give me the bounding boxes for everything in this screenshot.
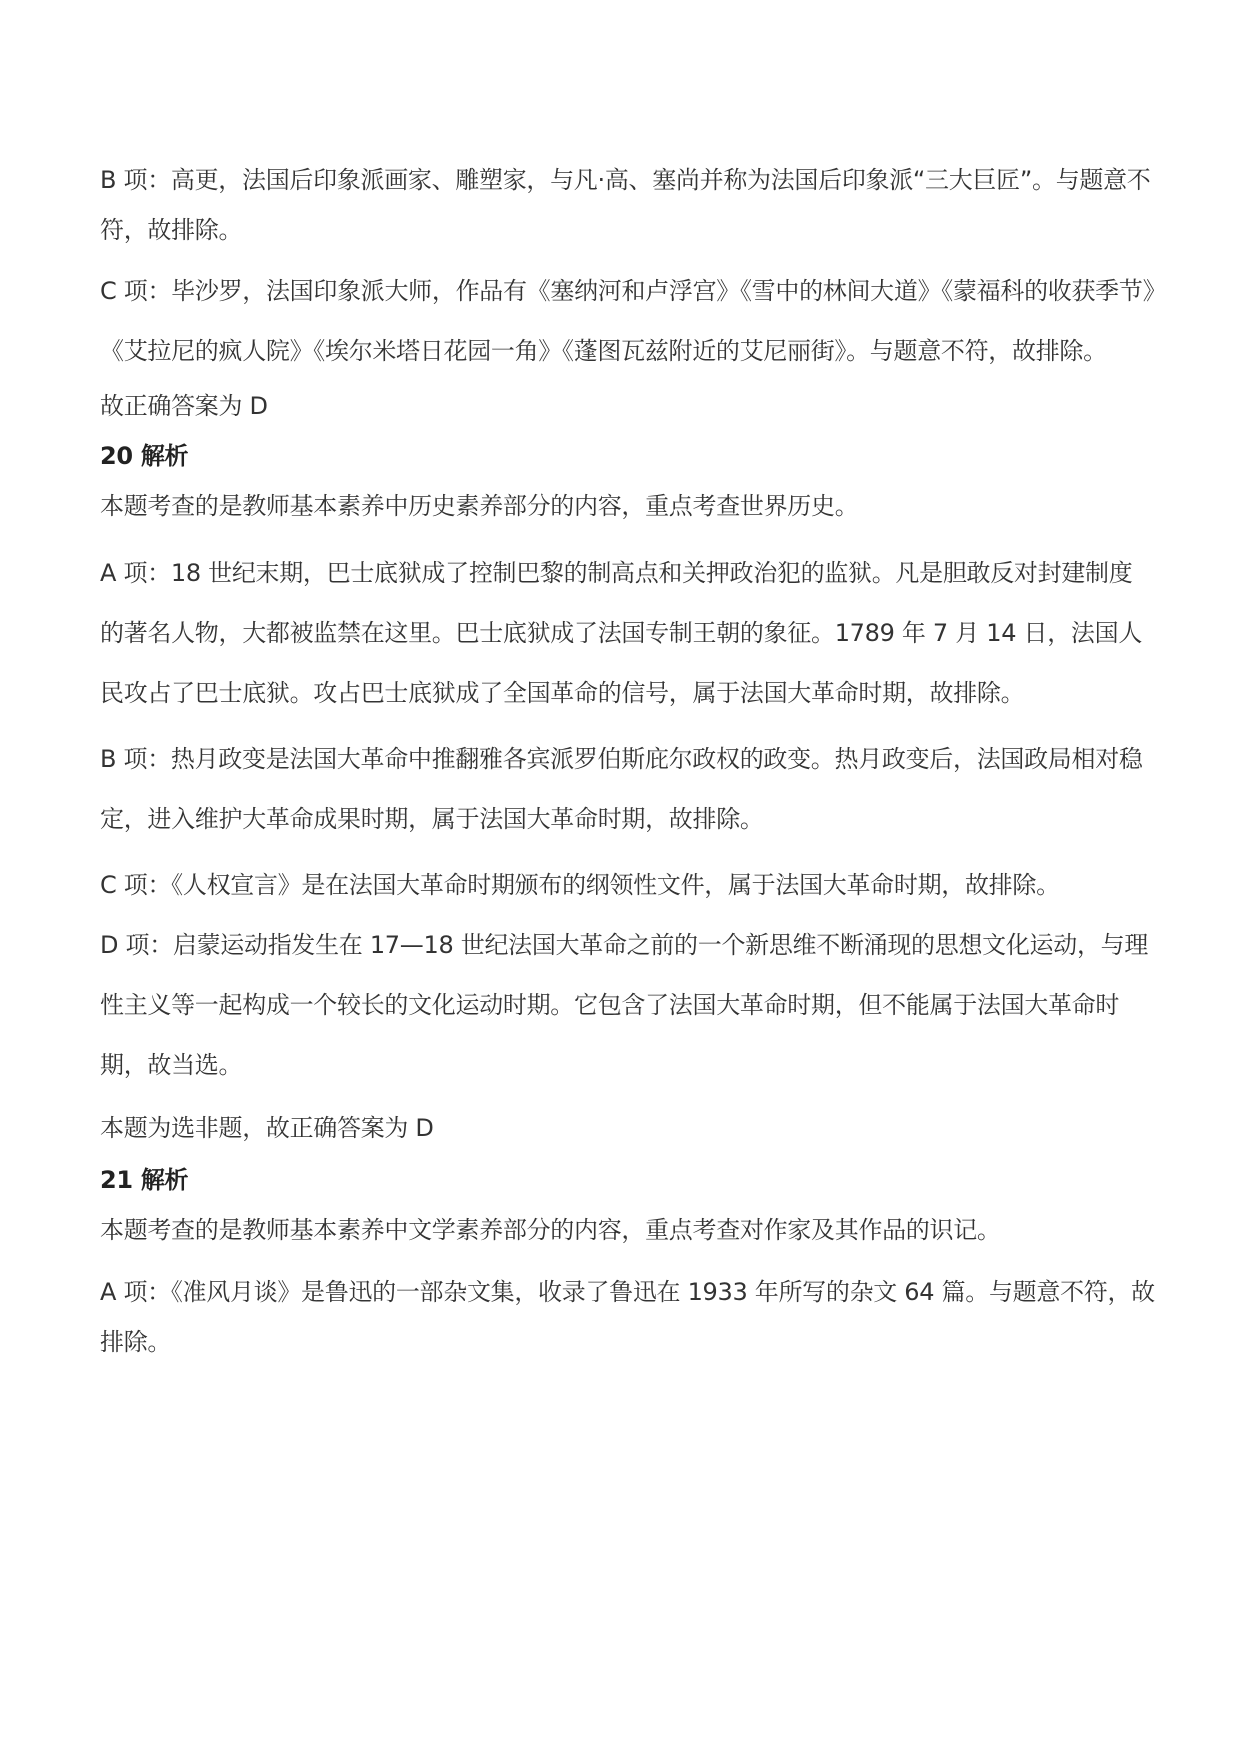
- q20-option-a: A 项：18 世纪末期，巴士底狱成了控制巴黎的制高点和关押政治犯的监狱。凡是胆敢反对封建制度的著名人物，大都被监禁在这里。巴士底狱成了法国专制王朝的象征。1789 年 7 月 14 日，法国人民攻占了巴士底狱。攻占巴士底狱成了全国革命的信号，属于法国大革命时期，故排除。: [100, 559, 1143, 707]
- q19-option-b: B 项：高更，法国后印象派画家、雕塑家，与凡·高、塞尚并称为法国后印象派“三大巨匠”。与题意不符，故排除。: [100, 166, 1151, 244]
- q20-option-b: B 项：热月政变是法国大革命中推翻雅各宾派罗伯斯庇尔政权的政变。热月政变后，法国政局相对稳定，进入维护大革命成果时期，属于法国大革命时期，故排除。: [100, 745, 1143, 833]
- document-page: [100, 155, 1155, 1367]
- q20-option-c: C 项：《人权宣言》是在法国大革命时期颁布的纲领性文件，属于法国大革命时期，故排除。: [100, 871, 1060, 899]
- q21-option-a: A 项：《准风月谈》是鲁迅的一部杂文集，收录了鲁迅在 1933 年所写的杂文 64 篇。与题意不符，故排除。: [100, 1278, 1155, 1356]
- q20-heading: 20 解析: [100, 442, 189, 470]
- q20-intro: 本题考查的是教师基本素养中历史素养部分的内容，重点考查世界历史。: [100, 492, 859, 520]
- q19-answer: 故正确答案为 D: [100, 392, 268, 420]
- q19-option-c: C 项：毕沙罗，法国印象派大师，作品有《塞纳河和卢浮宫》《雪中的林间大道》《蒙福科的收获季节》《艾拉尼的疯人院》《埃尔米塔日花园一角》《蓬图瓦兹附近的艾尼丽街》。与题意不符，故排除。: [100, 277, 1155, 365]
- q20-answer: 本题为选非题，故正确答案为 D: [100, 1114, 434, 1142]
- q20-option-d: D 项：启蒙运动指发生在 17—18 世纪法国大革命之前的一个新思维不断涌现的思想文化运动，与理性主义等一起构成一个较长的文化运动时期。它包含了法国大革命时期，但不能属于法国大革命时期，故当选。: [100, 931, 1149, 1079]
- q21-intro: 本题考查的是教师基本素养中文学素养部分的内容，重点考查对作家及其作品的识记。: [100, 1216, 1001, 1244]
- q21-heading: 21 解析: [100, 1166, 189, 1194]
